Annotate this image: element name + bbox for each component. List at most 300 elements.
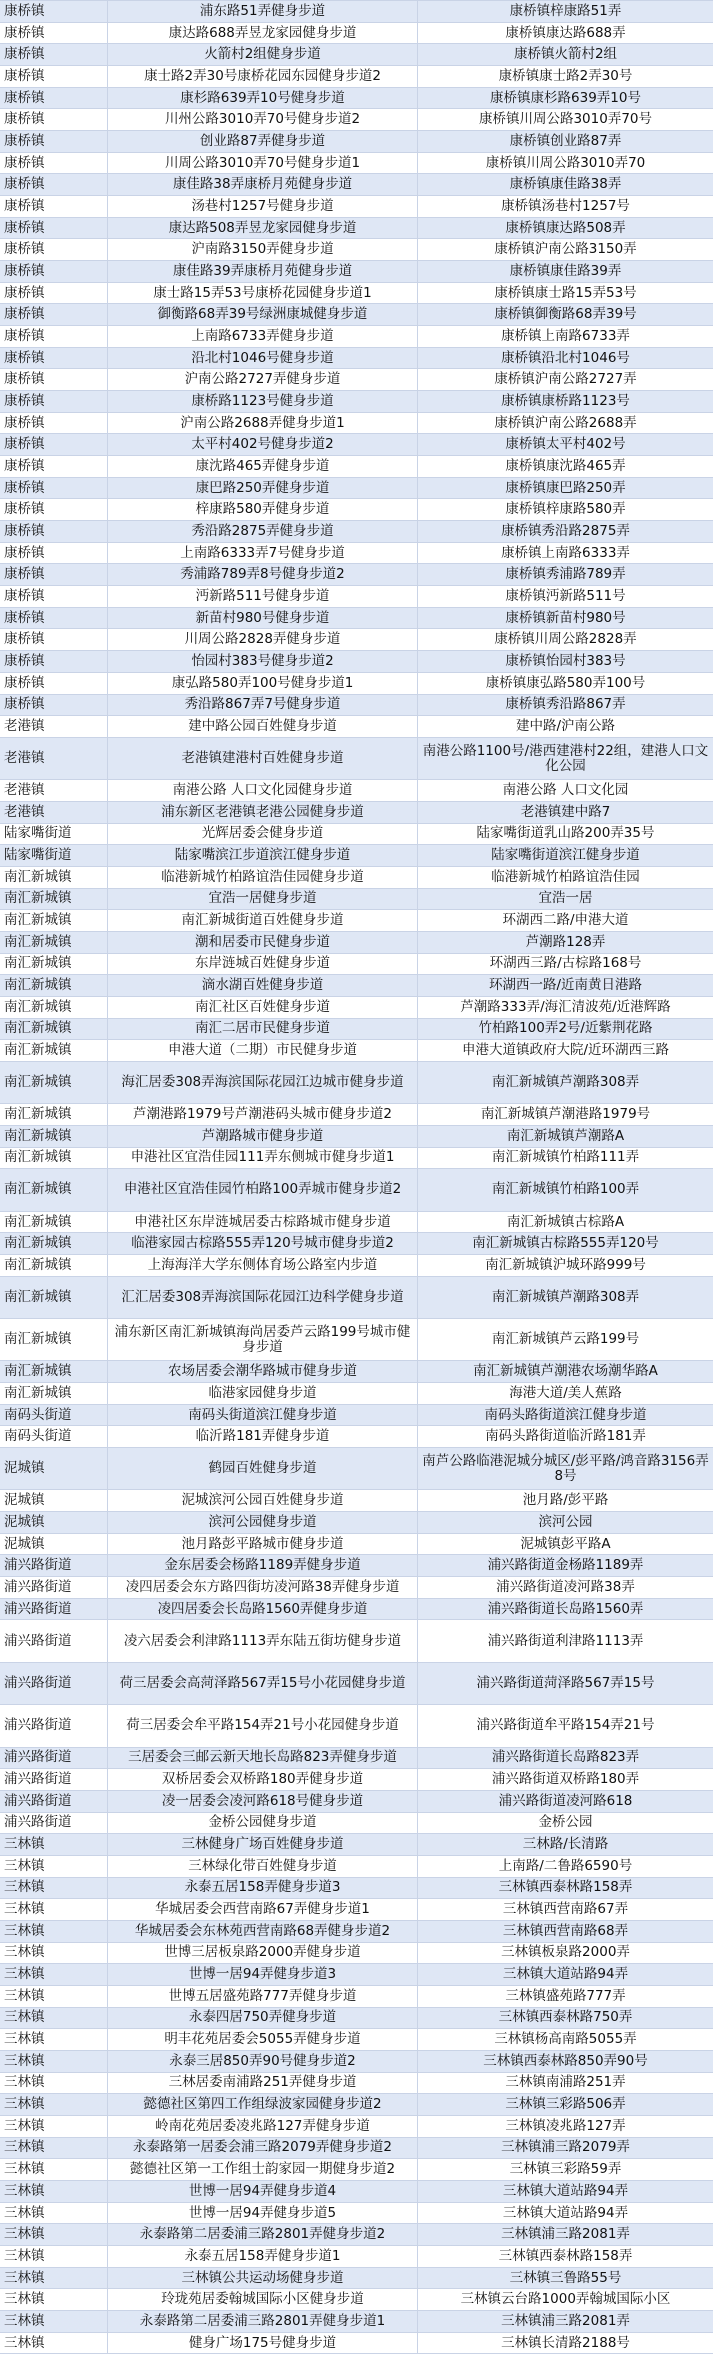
- table-row: [0, 1126, 713, 1148]
- name-cell: 秀沿路2875弄健身步道: [108, 521, 418, 542]
- table-row: [0, 1405, 713, 1427]
- name-cell: 汇汇居委308弄海滨国际花园江边科学健身步道: [108, 1277, 418, 1318]
- town-cell: 老港镇: [0, 738, 108, 779]
- town-cell: 南汇新城镇: [0, 975, 108, 996]
- name-cell: 明丰花苑居委会5055弄健身步道: [108, 2029, 418, 2050]
- address-cell: 康桥镇太平村402号: [505, 436, 626, 453]
- town-cell: 三林镇: [0, 1986, 108, 2007]
- address-cell: 康桥镇上南路6733弄: [501, 327, 630, 344]
- table-row: [0, 1599, 713, 1621]
- town-cell: 浦兴路街道: [0, 1705, 108, 1746]
- town-cell: 陆家嘴街道: [0, 824, 108, 845]
- town-cell: 三林镇: [0, 1943, 108, 1964]
- table-row: [0, 131, 713, 153]
- name-cell: 康士路15弄53号康桥花园健身步道1: [108, 283, 418, 304]
- address-cell: 南汇新城镇古棕路555弄120号: [472, 1235, 659, 1252]
- address-cell: 陆家嘴街道乳山路200弄35号: [476, 825, 655, 842]
- town-cell: 南汇新城镇: [0, 1169, 108, 1210]
- name-cell: 农场居委会潮华路城市健身步道: [108, 1361, 418, 1382]
- town-cell: 三林镇: [0, 1878, 108, 1899]
- town-cell: 三林镇: [0, 2029, 108, 2050]
- town-cell: 老港镇: [0, 716, 108, 737]
- name-cell: 三居委会三邮云新天地长岛路823弄健身步道: [108, 1748, 418, 1769]
- address-cell: 浦兴路街道菏泽路567弄15号: [476, 1675, 655, 1692]
- address-cell: 三林镇西泰林路850弄90号: [483, 2052, 648, 2069]
- town-cell: 三林镇: [0, 1856, 108, 1877]
- name-cell: 三林镇公共运动场健身步道: [108, 2268, 418, 2289]
- address-cell: 三林镇南浦路251弄: [505, 2074, 626, 2091]
- table-row: [0, 1791, 713, 1813]
- table-row: [0, 1490, 713, 1512]
- name-cell: 世博五居盛苑路777弄健身步道: [108, 1986, 418, 2007]
- address-cell: 南汇新城镇芦潮港农场潮华路A: [473, 1363, 658, 1380]
- name-cell: 三林健身广场百姓健身步道: [108, 1834, 418, 1855]
- town-cell: 老港镇: [0, 780, 108, 801]
- town-cell: 三林镇: [0, 2268, 108, 2289]
- name-cell: 玲珑苑居委翰城国际小区健身步道: [108, 2289, 418, 2310]
- town-cell: 三林镇: [0, 2246, 108, 2267]
- name-cell: 鹤园百姓健身步道: [108, 1448, 418, 1489]
- table-row: [0, 391, 713, 413]
- town-cell: 康桥镇: [0, 66, 108, 87]
- address-cell: 南汇新城镇竹柏路111弄: [491, 1149, 640, 1166]
- name-cell: 陆家嘴滨江步道滨江健身步道: [108, 845, 418, 866]
- address-cell: 南港公路 人口文化园: [502, 782, 629, 799]
- address-cell: 南汇新城镇芦云路199号: [491, 1331, 640, 1348]
- name-cell: 怡园村383号健身步道2: [108, 651, 418, 672]
- name-cell: 懿德社区第一工作组士韵家园一期健身步道2: [108, 2159, 418, 2180]
- town-cell: 泥城镇: [0, 1490, 108, 1511]
- table-row: [0, 1899, 713, 1921]
- table-row: [0, 2311, 713, 2333]
- name-cell: 沿北村1046号健身步道: [108, 348, 418, 369]
- town-cell: 南汇新城镇: [0, 1319, 108, 1360]
- town-cell: 浦兴路街道: [0, 1599, 108, 1620]
- table-row: [0, 261, 713, 283]
- name-cell: 浦东新区南汇新城镇海尚居委芦云路199号城市健身步道: [108, 1319, 418, 1360]
- table-row: [0, 2203, 713, 2225]
- table-row: [0, 889, 713, 911]
- table-row: [0, 239, 713, 261]
- address-cell: 康桥镇康杉路639弄10号: [490, 89, 641, 106]
- table-row: [0, 1705, 713, 1747]
- town-cell: 南汇新城镇: [0, 889, 108, 910]
- address-cell: 康桥镇沪南公路2727弄: [494, 371, 637, 388]
- town-cell: 康桥镇: [0, 499, 108, 520]
- name-cell: 康达路688弄昱龙家园健身步道: [108, 23, 418, 44]
- name-cell: 凌四居委会东方路四街坊凌河路38弄健身步道: [108, 1577, 418, 1598]
- table-row: [0, 218, 713, 240]
- town-cell: 南汇新城镇: [0, 1104, 108, 1125]
- address-cell: 浦兴路街道利津路1113弄: [487, 1632, 644, 1649]
- table-row: [0, 543, 713, 565]
- table-row: [0, 673, 713, 695]
- name-cell: 宜浩一居健身步道: [108, 889, 418, 910]
- table-row: [0, 1813, 713, 1835]
- table-row: [0, 1148, 713, 1170]
- table-row: [0, 1383, 713, 1405]
- name-cell: 南港公路 人口文化园健身步道: [108, 780, 418, 801]
- address-cell: 三林镇三彩路506弄: [505, 2096, 626, 2113]
- name-cell: 老港镇建港村百姓健身步道: [108, 738, 418, 779]
- address-cell: 三林镇西营南路68弄: [502, 1922, 629, 1939]
- address-cell: 宜浩一居: [538, 890, 593, 907]
- address-cell: 康桥镇沪南公路3150弄: [494, 241, 637, 258]
- name-cell: 健身广场175号健身步道: [108, 2333, 418, 2354]
- town-cell: 三林镇: [0, 2073, 108, 2094]
- table-row: [0, 283, 713, 305]
- town-cell: 浦兴路街道: [0, 1620, 108, 1661]
- address-cell: 上南路/二鲁路6590号: [498, 1857, 633, 1874]
- address-cell: 建中路/沪南公路: [515, 718, 616, 734]
- name-cell: 荷三居委会高菏泽路567弄15号小花园健身步道: [108, 1663, 418, 1704]
- table-row: [0, 1921, 713, 1943]
- town-cell: 康桥镇: [0, 218, 108, 239]
- name-cell: 荷三居委会牟平路154弄21号小花园健身步道: [108, 1705, 418, 1746]
- table-row: [0, 629, 713, 651]
- town-cell: 康桥镇: [0, 543, 108, 564]
- name-cell: 永泰五居158弄健身步道1: [108, 2246, 418, 2267]
- name-cell: 三林居委南浦路251弄健身步道: [108, 2073, 418, 2094]
- name-cell: 汤巷村1257号健身步道: [108, 196, 418, 217]
- address-cell: 康桥镇汤巷村1257号: [501, 197, 630, 214]
- town-cell: 陆家嘴街道: [0, 845, 108, 866]
- name-cell: 世博三居板泉路2000弄健身步道: [108, 1943, 418, 1964]
- address-cell: 康桥镇康巴路250弄: [505, 479, 626, 496]
- address-cell: 三林镇浦三路2081弄: [501, 2226, 630, 2243]
- name-cell: 南汇社区百姓健身步道: [108, 997, 418, 1018]
- name-cell: 凌六居委会利津路1113弄东陆五街坊健身步道: [108, 1620, 418, 1661]
- town-cell: 康桥镇: [0, 434, 108, 455]
- town-cell: 南汇新城镇: [0, 1148, 108, 1169]
- address-cell: 康桥镇秀沿路2875弄: [501, 522, 630, 539]
- town-cell: 康桥镇: [0, 1, 108, 22]
- address-cell: 康桥镇沿北村1046号: [501, 349, 630, 366]
- name-cell: 秀浦路789弄8号健身步道2: [108, 564, 418, 585]
- name-cell: 泥城滨河公园百姓健身步道: [108, 1490, 418, 1511]
- address-cell: 康桥镇川周公路3010弄70号: [478, 111, 653, 128]
- address-cell: 康桥镇新苗村980号: [505, 609, 626, 626]
- table-row: [0, 997, 713, 1019]
- name-cell: 火箭村2组健身步道: [108, 44, 418, 65]
- table-row: [0, 1062, 713, 1104]
- address-cell: 康桥镇火箭村2组: [513, 46, 618, 63]
- town-cell: 南码头街道: [0, 1426, 108, 1447]
- table-row: [0, 2268, 713, 2290]
- table-row: [0, 2029, 713, 2051]
- address-cell: 康桥镇梓康路580弄: [505, 501, 626, 518]
- name-cell: 申港大道（二期）市民健身步道: [108, 1040, 418, 1061]
- address-cell: 三林镇大道站路94弄: [502, 2182, 629, 2199]
- name-cell: 金东居委会杨路1189弄健身步道: [108, 1555, 418, 1576]
- town-cell: 南汇新城镇: [0, 867, 108, 888]
- name-cell: 康达路508弄昱龙家园健身步道: [108, 218, 418, 239]
- town-cell: 浦兴路街道: [0, 1663, 108, 1704]
- table-row: [0, 975, 713, 997]
- town-cell: 南汇新城镇: [0, 1126, 108, 1147]
- town-cell: 三林镇: [0, 2138, 108, 2159]
- table-row: [0, 695, 713, 717]
- address-cell: 浦兴路街道凌河路38弄: [496, 1578, 635, 1595]
- table-row: [0, 2008, 713, 2030]
- table-row: [0, 44, 713, 66]
- town-cell: 康桥镇: [0, 261, 108, 282]
- name-cell: 芦潮港路1979号芦潮港码头城市健身步道2: [108, 1104, 418, 1125]
- address-cell: 临港新城竹柏路谊浩佳园: [491, 868, 640, 885]
- name-cell: 临港家园古棕路555弄120号城市健身步道2: [108, 1233, 418, 1254]
- table-row: [0, 2333, 713, 2355]
- town-cell: 康桥镇: [0, 673, 108, 694]
- table-row: [0, 2246, 713, 2268]
- table-row: [0, 564, 713, 586]
- town-cell: 康桥镇: [0, 608, 108, 629]
- town-cell: 南汇新城镇: [0, 954, 108, 975]
- town-cell: 康桥镇: [0, 391, 108, 412]
- table-row: [0, 608, 713, 630]
- town-cell: 康桥镇: [0, 326, 108, 347]
- name-cell: 东岸涟城百姓健身步道: [108, 954, 418, 975]
- table-row: [0, 1577, 713, 1599]
- address-cell: 康桥镇沔新路511号: [505, 587, 626, 604]
- address-cell: 池月路/彭平路: [522, 1492, 609, 1509]
- town-cell: 康桥镇: [0, 153, 108, 174]
- table-row: [0, 651, 713, 673]
- town-cell: 康桥镇: [0, 88, 108, 109]
- table-row: [0, 1426, 713, 1448]
- table-row: [0, 413, 713, 435]
- address-cell: 三林镇盛苑路777弄: [505, 1987, 626, 2004]
- address-cell: 康桥镇怡园村383号: [505, 652, 626, 669]
- address-cell: 南汇新城镇芦潮路308弄: [491, 1288, 640, 1305]
- name-cell: 永泰路第二居委浦三路2801弄健身步道1: [108, 2311, 418, 2332]
- address-cell: 三林镇西泰林路158弄: [498, 1879, 633, 1896]
- address-cell: 南汇新城镇芦潮港路1979号: [480, 1106, 651, 1123]
- name-cell: 临港家园健身步道: [108, 1383, 418, 1404]
- name-cell: 凌一居委会凌河路618号健身步道: [108, 1791, 418, 1812]
- table-row: [0, 780, 713, 802]
- town-cell: 三林镇: [0, 1964, 108, 1985]
- name-cell: 潮和居委市民健身步道: [108, 932, 418, 953]
- address-cell: 老港镇建中路7: [520, 803, 611, 820]
- address-cell: 金桥公园: [538, 1814, 593, 1831]
- address-cell: 三林镇三鲁路55号: [509, 2269, 622, 2286]
- table-row: [0, 23, 713, 45]
- town-cell: 南汇新城镇: [0, 997, 108, 1018]
- address-cell: 南汇新城镇芦潮路A: [506, 1127, 625, 1144]
- address-cell: 三林镇西营南路67弄: [502, 1901, 629, 1918]
- address-cell: 南汇新城镇芦潮路308弄: [491, 1074, 640, 1091]
- address-cell: 三林路/长清路: [522, 1836, 609, 1853]
- town-cell: 老港镇: [0, 802, 108, 823]
- town-cell: 康桥镇: [0, 413, 108, 434]
- name-cell: 沪南公路2727弄健身步道: [108, 369, 418, 390]
- table-row: [0, 499, 713, 521]
- address-cell: 三林镇长清路2188号: [501, 2334, 630, 2351]
- town-cell: 泥城镇: [0, 1534, 108, 1555]
- address-cell: 南汇新城镇沪城环路999号: [485, 1256, 646, 1273]
- address-cell: 康桥镇川周公路3010弄70: [485, 154, 646, 171]
- address-cell: 三林镇凌兆路127弄: [505, 2117, 626, 2134]
- town-cell: 南码头街道: [0, 1405, 108, 1426]
- table-row: [0, 88, 713, 110]
- address-cell: 浦兴路街道牟平路154弄21号: [476, 1717, 655, 1734]
- table-row: [0, 109, 713, 131]
- table-row: [0, 738, 713, 780]
- town-cell: 南汇新城镇: [0, 1383, 108, 1404]
- table-row: [0, 66, 713, 88]
- table-row: [0, 1319, 713, 1361]
- address-cell: 康桥镇创业路87弄: [509, 132, 622, 149]
- name-cell: 川周公路2828弄健身步道: [108, 629, 418, 650]
- town-cell: 三林镇: [0, 1921, 108, 1942]
- address-cell: 南港公路1100号/港西建港村22组，建港人口文化公园: [422, 742, 709, 774]
- town-cell: 三林镇: [0, 2159, 108, 2180]
- table-row: [0, 1878, 713, 1900]
- table-row: [0, 716, 713, 738]
- name-cell: 懿德社区第四工作组绿波家园健身步道2: [108, 2094, 418, 2115]
- table-row: [0, 478, 713, 500]
- table-row: [0, 1040, 713, 1062]
- town-cell: 康桥镇: [0, 564, 108, 585]
- table-row: [0, 2138, 713, 2160]
- address-cell: 泥城镇彭平路A: [520, 1535, 611, 1552]
- address-cell: 康桥镇康弘路580弄100号: [485, 674, 646, 691]
- town-cell: 三林镇: [0, 2008, 108, 2029]
- address-cell: 环湖西三路/古棕路168号: [489, 955, 642, 972]
- address-cell: 康桥镇康佳路39弄: [509, 262, 622, 279]
- table-row: [0, 326, 713, 348]
- town-cell: 南汇新城镇: [0, 1212, 108, 1233]
- table-row: [0, 456, 713, 478]
- address-cell: 芦潮路128弄: [525, 933, 606, 950]
- name-cell: 上海海洋大学东侧体育场公路室内步道: [108, 1255, 418, 1276]
- address-cell: 海港大道/美人蕉路: [509, 1384, 622, 1401]
- table-row: [0, 824, 713, 846]
- name-cell: 梓康路580弄健身步道: [108, 499, 418, 520]
- address-cell: 三林镇云台路1000弄翰城国际小区: [460, 2291, 671, 2308]
- town-cell: 浦兴路街道: [0, 1791, 108, 1812]
- town-cell: 康桥镇: [0, 456, 108, 477]
- town-cell: 康桥镇: [0, 23, 108, 44]
- town-cell: 康桥镇: [0, 629, 108, 650]
- name-cell: 秀沿路867弄7号健身步道: [108, 695, 418, 716]
- table-row: [0, 1512, 713, 1534]
- table-row: [0, 2159, 713, 2181]
- name-cell: 三林绿化带百姓健身步道: [108, 1856, 418, 1877]
- name-cell: 康沈路465弄健身步道: [108, 456, 418, 477]
- table-row: [0, 1769, 713, 1791]
- town-cell: 泥城镇: [0, 1512, 108, 1533]
- name-cell: 沪南公路2688弄健身步道1: [108, 413, 418, 434]
- name-cell: 康佳路38弄康桥月苑健身步道: [108, 174, 418, 195]
- table-row: [0, 1663, 713, 1705]
- table-row: [0, 802, 713, 824]
- name-cell: 世博一居94弄健身步道3: [108, 1964, 418, 1985]
- town-cell: 泥城镇: [0, 1448, 108, 1489]
- name-cell: 临沂路181弄健身步道: [108, 1426, 418, 1447]
- town-cell: 浦兴路街道: [0, 1555, 108, 1576]
- address-cell: 康桥镇上南路6333弄: [501, 544, 630, 561]
- town-cell: 浦兴路街道: [0, 1813, 108, 1834]
- name-cell: 康佳路39弄康桥月苑健身步道: [108, 261, 418, 282]
- town-cell: 康桥镇: [0, 283, 108, 304]
- name-cell: 浦东路51弄健身步道: [108, 1, 418, 22]
- address-cell: 康桥镇康达路688弄: [505, 24, 626, 41]
- table-row: [0, 910, 713, 932]
- table-row: [0, 867, 713, 889]
- address-cell: 申港大道镇政府大院/近环湖西三路: [461, 1042, 670, 1059]
- table-row: [0, 2094, 713, 2116]
- town-cell: 康桥镇: [0, 196, 108, 217]
- name-cell: 世博一居94弄健身步道4: [108, 2181, 418, 2202]
- name-cell: 康杉路639弄10号健身步道: [108, 88, 418, 109]
- table-row: [0, 845, 713, 867]
- name-cell: 康巴路250弄健身步道: [108, 478, 418, 499]
- name-cell: 新苗村980号健身步道: [108, 608, 418, 629]
- table-row: [0, 1534, 713, 1556]
- address-cell: 三林镇板泉路2000弄: [501, 1944, 630, 1961]
- table-row: [0, 1361, 713, 1383]
- table-row: [0, 1620, 713, 1662]
- table-row: [0, 1964, 713, 1986]
- name-cell: 双桥居委会双桥路180弄健身步道: [108, 1769, 418, 1790]
- table-row: [0, 369, 713, 391]
- address-cell: 三林镇大道站路94弄: [502, 1966, 629, 1983]
- name-cell: 芦潮路城市健身步道: [108, 1126, 418, 1147]
- address-cell: 三林镇西泰林路750弄: [498, 2009, 633, 2026]
- name-cell: 世博一居94弄健身步道5: [108, 2203, 418, 2224]
- table-row: [0, 174, 713, 196]
- address-cell: 康桥镇御衡路68弄39号: [494, 306, 637, 323]
- name-cell: 光辉居委会健身步道: [108, 824, 418, 845]
- name-cell: 滨河公园健身步道: [108, 1512, 418, 1533]
- table-row: [0, 1212, 713, 1234]
- address-cell: 南汇新城镇古棕路A: [506, 1213, 625, 1230]
- town-cell: 南汇新城镇: [0, 1019, 108, 1040]
- town-cell: 浦兴路街道: [0, 1748, 108, 1769]
- town-cell: 康桥镇: [0, 521, 108, 542]
- table-row: [0, 1169, 713, 1211]
- town-cell: 南汇新城镇: [0, 1361, 108, 1382]
- address-cell: 康桥镇康达路508弄: [505, 219, 626, 236]
- name-cell: 岭南花苑居委凌兆路127弄健身步道: [108, 2116, 418, 2137]
- table-row: [0, 2181, 713, 2203]
- table-row: [0, 348, 713, 370]
- name-cell: 申港社区宜浩佳园竹柏路100弄城市健身步道2: [108, 1169, 418, 1210]
- address-cell: 环湖西二路/申港大道: [502, 912, 629, 929]
- town-cell: 南汇新城镇: [0, 1062, 108, 1103]
- town-cell: 康桥镇: [0, 651, 108, 672]
- name-cell: 永泰四居750弄健身步道: [108, 2008, 418, 2029]
- table-row: [0, 954, 713, 976]
- name-cell: 太平村402号健身步道2: [108, 434, 418, 455]
- table-row: [0, 1748, 713, 1770]
- address-cell: 康桥镇秀浦路789弄: [505, 566, 626, 583]
- address-cell: 康桥镇康桥路1123号: [501, 392, 630, 409]
- table-row: [0, 1104, 713, 1126]
- name-cell: 上南路6733弄健身步道: [108, 326, 418, 347]
- table-row: [0, 2224, 713, 2246]
- town-cell: 康桥镇: [0, 131, 108, 152]
- address-cell: 南码头路街道滨江健身步道: [484, 1406, 647, 1423]
- table-row: [0, 586, 713, 608]
- name-cell: 池月路彭平路城市健身步道: [108, 1534, 418, 1555]
- table-row: [0, 196, 713, 218]
- town-cell: 南汇新城镇: [0, 1255, 108, 1276]
- town-cell: 康桥镇: [0, 174, 108, 195]
- town-cell: 三林镇: [0, 1899, 108, 1920]
- table-row: [0, 1555, 713, 1577]
